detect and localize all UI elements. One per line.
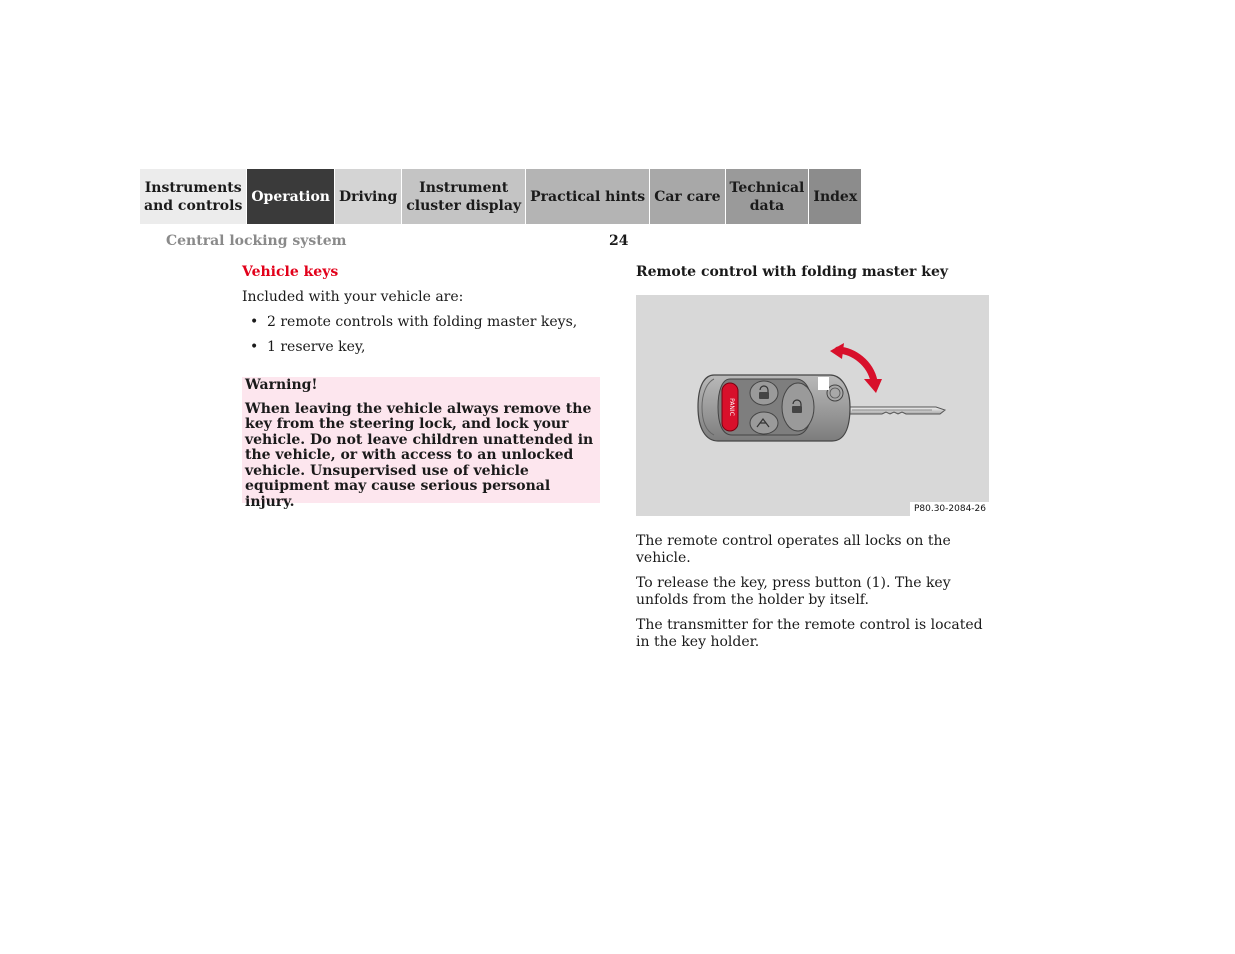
left-column (242, 264, 600, 364)
tab-practical-hints[interactable] (526, 169, 650, 224)
warning-text: When leaving the vehicle always remove the key from the steering lock, and lock your vehicle. Do not leave children unattended in the vehicle, or with access to an unlocked vehicle. Unsupervised use of vehicle equipment may cause serious personal injury. (245, 400, 594, 510)
list-item (242, 339, 600, 356)
list-item-text: 2 remote controls with folding master keys, (267, 314, 578, 330)
tab-label: Index (813, 188, 858, 205)
list-item-text: 1 reserve key, (267, 339, 366, 355)
tab-label: Instrument cluster display (406, 179, 522, 214)
panic-button-label: PANIC (728, 398, 735, 416)
tab-label: Technical data (729, 179, 805, 214)
paragraph: To release the key, press button (1). The key unfolds from the holder by itself. (636, 575, 951, 608)
list-item (242, 314, 600, 331)
key-fob-drawing (636, 295, 989, 516)
tab-label: Driving (338, 188, 398, 205)
tab-driving[interactable] (335, 169, 402, 224)
intro-text: Included with your vehicle are: (242, 289, 464, 305)
warning-title: Warning! (245, 377, 318, 393)
tab-technical-data[interactable] (726, 169, 810, 224)
paragraph: The transmitter for the remote control is located in the key holder. (636, 617, 983, 650)
bullet-icon: • (250, 314, 259, 330)
bullet-icon: • (250, 339, 259, 355)
tab-index[interactable] (809, 169, 861, 224)
tab-instrument-cluster-display[interactable] (402, 169, 526, 224)
remote-key-illustration (636, 295, 989, 516)
tab-label: Car care (654, 188, 721, 205)
warning-box (242, 377, 600, 510)
paragraph: The remote control operates all locks on the vehicle. (636, 533, 951, 566)
figure-code: P80.30-2084-26 (910, 502, 989, 516)
callout-marker (818, 377, 829, 390)
remote-control-description (636, 533, 996, 659)
vehicle-keys-title: Vehicle keys (242, 264, 339, 280)
tab-car-care[interactable] (650, 169, 725, 224)
page-number: 24 (609, 233, 629, 249)
tab-label: Practical hints (530, 188, 646, 205)
section-heading: Central locking system (166, 233, 347, 249)
remote-control-title: Remote control with folding master key (636, 264, 949, 280)
tab-instruments-and-controls[interactable] (140, 169, 247, 224)
tab-operation[interactable] (247, 169, 335, 224)
right-column (636, 264, 996, 281)
tab-label: Operation (251, 188, 330, 205)
tab-label: Instruments and controls (144, 179, 243, 214)
key-list (242, 314, 600, 356)
chapter-tabs (140, 169, 1095, 224)
